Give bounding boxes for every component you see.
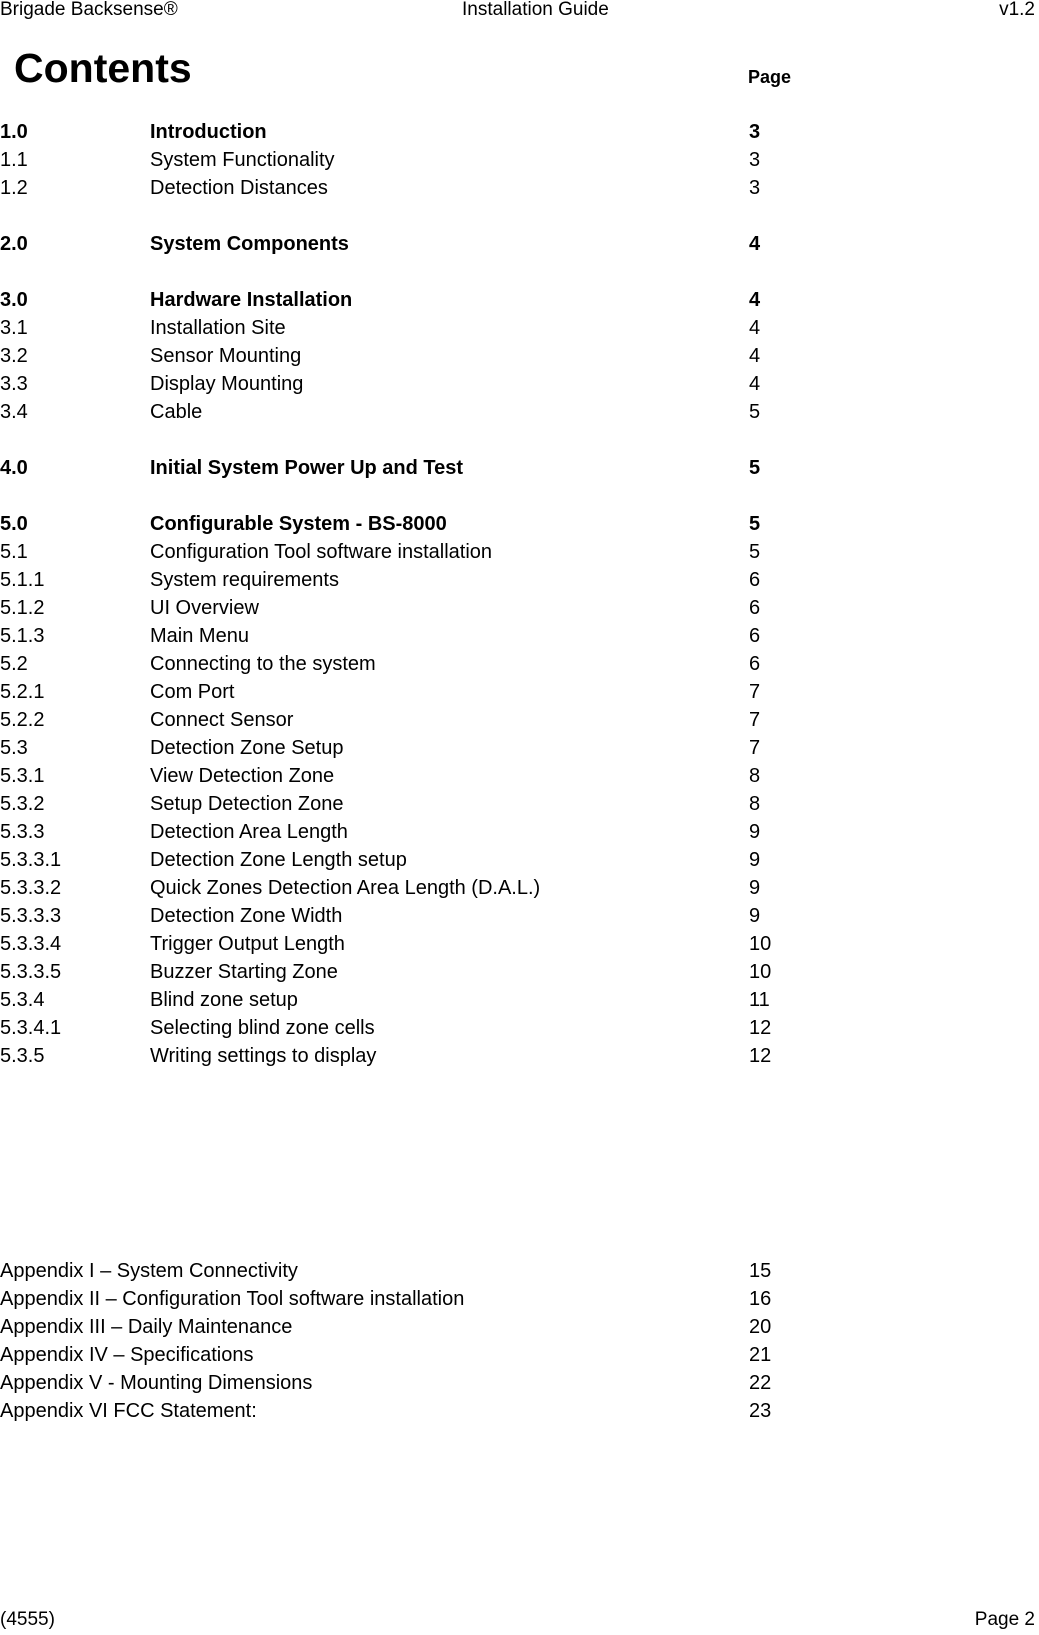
- toc-entry-page: 7: [749, 737, 761, 759]
- toc-entry-number: 3.0: [0, 289, 28, 311]
- toc-entry-number: 5.3.3.2: [0, 877, 62, 899]
- appendix-entry-title: Appendix IV – Specifications: [0, 1344, 254, 1366]
- toc-entry-title: Detection Zone Setup: [150, 737, 344, 759]
- toc-entry[interactable]: [0, 1014, 1039, 1042]
- toc-entry-page: 12: [749, 1017, 772, 1039]
- appendix-entry-page: 21: [749, 1344, 772, 1366]
- toc-entry-number: 5.2: [0, 653, 28, 675]
- appendix-entry-page: 22: [749, 1372, 772, 1394]
- toc-entry[interactable]: [0, 930, 1039, 958]
- toc-entry-page: 8: [749, 793, 761, 815]
- toc-entry-title: Detection Zone Width: [150, 905, 343, 927]
- toc-entry-page: 5: [749, 541, 761, 563]
- toc-entry-number: 1.2: [0, 177, 28, 199]
- toc-entry-page: 5: [749, 401, 761, 423]
- toc-entry[interactable]: [0, 230, 1039, 258]
- appendix-entry[interactable]: [0, 1313, 1039, 1341]
- toc-entry-page: 3: [749, 149, 761, 171]
- appendix-entry[interactable]: [0, 1285, 1039, 1313]
- appendix-entry-page: 20: [749, 1316, 772, 1338]
- toc-entry-title: Com Port: [150, 681, 235, 703]
- toc-spacer: [0, 482, 1039, 510]
- toc-entry-page: 10: [749, 933, 772, 955]
- toc-entry-page: 10: [749, 961, 772, 983]
- toc-spacer: [0, 426, 1039, 454]
- toc-entry-page: 8: [749, 765, 761, 787]
- page-title: Contents: [14, 45, 192, 91]
- toc-entry-title: Buzzer Starting Zone: [150, 961, 338, 983]
- appendix-entry[interactable]: [0, 1341, 1039, 1369]
- toc-entry-number: 5.1.2: [0, 597, 45, 619]
- toc-entry-title: Writing settings to display: [150, 1045, 377, 1067]
- toc-entry[interactable]: [0, 762, 1039, 790]
- toc-entry-number: 5.3.1: [0, 765, 45, 787]
- toc-entry-title: Detection Zone Length setup: [150, 849, 407, 871]
- header-document-title: Installation Guide: [462, 0, 609, 20]
- toc-entry-number: 3.3: [0, 373, 28, 395]
- toc-entry-title: Connecting to the system: [150, 653, 376, 675]
- appendix-entry-title: Appendix II – Configuration Tool software installation: [0, 1288, 465, 1310]
- appendix-entry-title: Appendix VI FCC Statement:: [0, 1400, 257, 1422]
- toc-spacer: [0, 258, 1039, 286]
- toc-entry[interactable]: [0, 846, 1039, 874]
- toc-entry-page: 4: [749, 233, 761, 255]
- toc-entry[interactable]: [0, 342, 1039, 370]
- toc-entry-title: Selecting blind zone cells: [150, 1017, 375, 1039]
- toc-entry-page: 4: [749, 289, 761, 311]
- page-column-label: Page: [748, 67, 792, 87]
- toc-entry-title: Installation Site: [150, 317, 286, 339]
- toc-entry-number: 5.3.3.5: [0, 961, 62, 983]
- toc-entry-number: 5.3: [0, 737, 28, 759]
- toc-entry-number: 3.4: [0, 401, 28, 423]
- toc-entry-number: 5.1.3: [0, 625, 45, 647]
- toc-entry[interactable]: [0, 706, 1039, 734]
- toc-entry-page: 9: [749, 905, 761, 927]
- toc-entry-page: 6: [749, 625, 761, 647]
- toc-entry-number: 5.3.5: [0, 1045, 45, 1067]
- toc-entry-page: 4: [749, 345, 761, 367]
- toc-entry-number: 2.0: [0, 233, 28, 255]
- toc-entry-page: 9: [749, 849, 761, 871]
- toc-entry[interactable]: [0, 622, 1039, 650]
- toc-entry-page: 4: [749, 317, 761, 339]
- toc-entry-title: Display Mounting: [150, 373, 304, 395]
- toc-entry[interactable]: [0, 958, 1039, 986]
- toc-entry-title: Detection Distances: [150, 177, 328, 199]
- toc-entry-number: 5.3.3: [0, 821, 45, 843]
- toc-entry-page: 3: [749, 177, 761, 199]
- toc-entry-title: UI Overview: [150, 597, 259, 619]
- toc-spacer: [0, 202, 1039, 230]
- toc-entry[interactable]: [0, 146, 1039, 174]
- toc-entry-page: 7: [749, 709, 761, 731]
- appendix-entry-title: Appendix I – System Connectivity: [0, 1260, 298, 1282]
- toc-entry-number: 5.1.1: [0, 569, 45, 591]
- toc-entry-title: Cable: [150, 401, 203, 423]
- toc-entry[interactable]: [0, 594, 1039, 622]
- toc-entry-page: 6: [749, 569, 761, 591]
- appendix-entry-page: 23: [749, 1400, 772, 1422]
- toc-entry[interactable]: [0, 454, 1039, 482]
- toc-entry[interactable]: [0, 790, 1039, 818]
- toc-entry[interactable]: [0, 678, 1039, 706]
- toc-entry-title: Configurable System - BS-8000: [150, 513, 447, 535]
- toc-entry-number: 5.3.3.4: [0, 933, 62, 955]
- toc-entry[interactable]: [0, 902, 1039, 930]
- toc-entry-page: 6: [749, 653, 761, 675]
- toc-entry-number: 5.3.4: [0, 989, 45, 1011]
- toc-entry[interactable]: [0, 370, 1039, 398]
- appendix-entry[interactable]: [0, 1257, 1039, 1285]
- appendix-entry-title: Appendix III – Daily Maintenance: [0, 1316, 293, 1338]
- toc-entry-title: Configuration Tool software installation: [150, 541, 493, 563]
- appendix-entry-page: 16: [749, 1288, 772, 1310]
- toc-entry-page: 3: [749, 121, 761, 143]
- toc-entry[interactable]: [0, 566, 1039, 594]
- toc-entry[interactable]: [0, 734, 1039, 762]
- toc-entry[interactable]: [0, 1042, 1039, 1070]
- header-version: v1.2: [999, 0, 1035, 20]
- toc-entry-title: Hardware Installation: [150, 289, 353, 311]
- toc-entry-page: 9: [749, 821, 761, 843]
- toc-entry-number: 5.2.2: [0, 709, 45, 731]
- toc-entry[interactable]: [0, 510, 1039, 538]
- toc-entry[interactable]: [0, 818, 1039, 846]
- toc-entry-page: 4: [749, 373, 761, 395]
- toc-entry-page: 11: [749, 989, 770, 1011]
- toc-entry-number: 5.1: [0, 541, 28, 563]
- toc-entry-title: System Components: [150, 233, 349, 255]
- appendix-entry-page: 15: [749, 1260, 772, 1282]
- appendix-list: [0, 1257, 1039, 1425]
- toc-entry-title: Sensor Mounting: [150, 345, 302, 367]
- toc-entry-page: 6: [749, 597, 761, 619]
- toc-entry-title: System Functionality: [150, 149, 335, 171]
- toc-entry-number: 1.1: [0, 149, 28, 171]
- toc-entry-title: Connect Sensor: [150, 709, 294, 731]
- toc-entry[interactable]: [0, 314, 1039, 342]
- toc-entry-number: 3.1: [0, 317, 28, 339]
- toc-entry[interactable]: [0, 118, 1039, 146]
- footer-document-number: (4555): [0, 1609, 55, 1630]
- toc-entry-title: Blind zone setup: [150, 989, 298, 1011]
- toc-entry-title: Quick Zones Detection Area Length (D.A.L.): [150, 877, 541, 899]
- toc-entry-number: 5.3.4.1: [0, 1017, 62, 1039]
- toc-entry[interactable]: [0, 874, 1039, 902]
- toc-entry-title: System requirements: [150, 569, 339, 591]
- toc-entry-title: Detection Area Length: [150, 821, 348, 843]
- toc-entry-page: 5: [749, 457, 761, 479]
- toc-entry-number: 3.2: [0, 345, 28, 367]
- footer-page-number: Page 2: [974, 1609, 1035, 1630]
- toc-entry[interactable]: [0, 174, 1039, 202]
- toc-entry-title: Introduction: [150, 121, 267, 143]
- toc-entry-title: Trigger Output Length: [150, 933, 345, 955]
- toc-entry-number: 4.0: [0, 457, 28, 479]
- toc-entry-number: 5.3.3.1: [0, 849, 62, 871]
- header-product-name: Brigade Backsense®: [0, 0, 178, 20]
- toc-entry-number: 5.3.2: [0, 793, 45, 815]
- toc-entry-number: 5.0: [0, 513, 28, 535]
- toc-entry[interactable]: [0, 986, 1039, 1014]
- appendix-entry-title: Appendix V - Mounting Dimensions: [0, 1372, 313, 1394]
- toc-entry-number: 5.3.3.3: [0, 905, 62, 927]
- appendix-entry[interactable]: [0, 1369, 1039, 1397]
- toc-entry[interactable]: [0, 286, 1039, 314]
- toc-entry[interactable]: [0, 538, 1039, 566]
- table-of-contents: [0, 118, 1039, 1070]
- toc-entry-title: Main Menu: [150, 625, 249, 647]
- toc-entry-page: 7: [749, 681, 761, 703]
- toc-entry-number: 5.2.1: [0, 681, 45, 703]
- toc-entry-page: 5: [749, 513, 761, 535]
- toc-entry[interactable]: [0, 398, 1039, 426]
- toc-entry[interactable]: [0, 650, 1039, 678]
- appendix-entry[interactable]: [0, 1397, 1039, 1425]
- toc-entry-title: Initial System Power Up and Test: [150, 457, 464, 479]
- toc-entry-number: 1.0: [0, 121, 28, 143]
- toc-entry-page: 12: [749, 1045, 772, 1067]
- toc-entry-page: 9: [749, 877, 761, 899]
- toc-entry-title: View Detection Zone: [150, 765, 335, 787]
- toc-entry-title: Setup Detection Zone: [150, 793, 344, 815]
